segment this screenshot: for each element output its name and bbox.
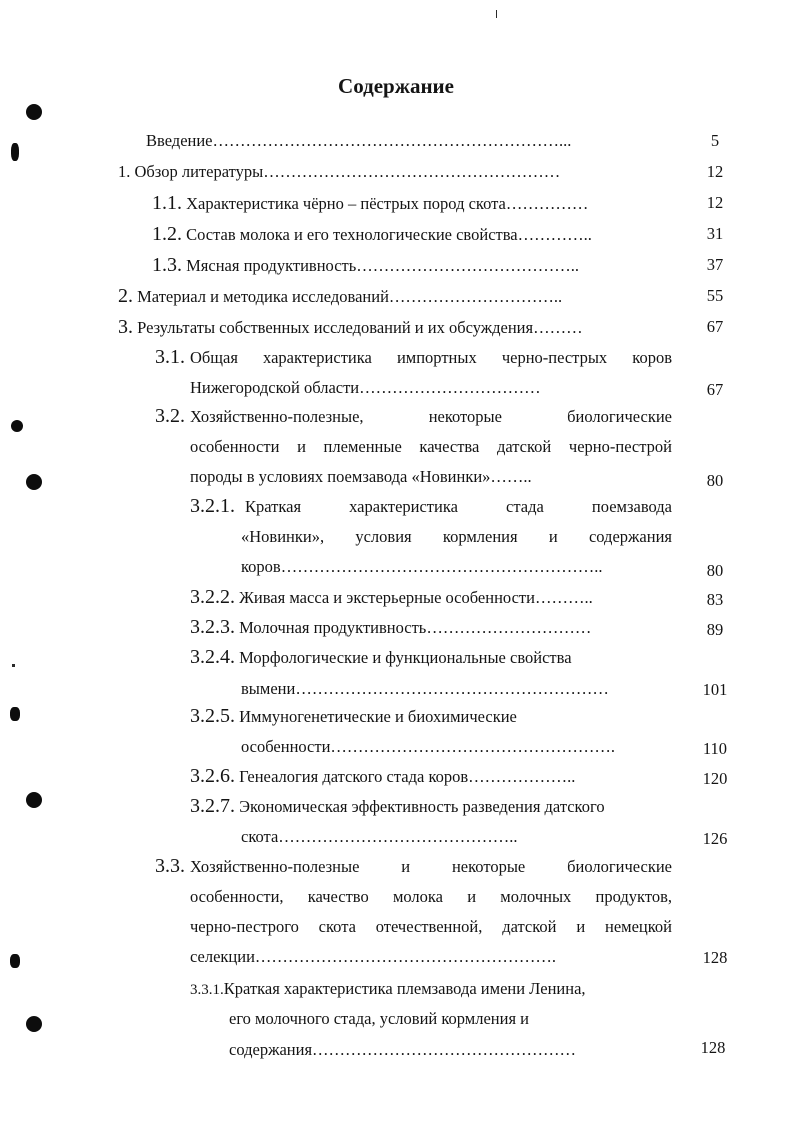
binder-hole-4 bbox=[26, 792, 42, 808]
toc-leader: ……………….. bbox=[468, 767, 576, 786]
toc-text-line: Хозяйственно-полезные, некоторые биологические bbox=[190, 407, 672, 426]
toc-page-3-2-5: 110 bbox=[702, 739, 728, 758]
toc-number: 3.2.4. bbox=[190, 646, 235, 668]
toc-entry-1-3 bbox=[152, 255, 579, 276]
toc-number-3-2-1: 3.2.1. bbox=[190, 495, 235, 517]
toc-number: 1.3. bbox=[152, 254, 182, 276]
binder-hole-1 bbox=[26, 104, 42, 120]
toc-text-line: особенности, качество молока и молочных продуктов, bbox=[190, 887, 672, 906]
toc-text-line: Хозяйственно-полезные и некоторые биологические bbox=[190, 857, 672, 876]
toc-last-line bbox=[190, 467, 532, 487]
toc-label: Нижегородской области bbox=[190, 378, 360, 397]
toc-last-line bbox=[229, 1040, 576, 1060]
toc-entry-1-1 bbox=[152, 193, 588, 214]
toc-label: Обзор литературы bbox=[134, 162, 264, 181]
binder-hole-5 bbox=[26, 1016, 42, 1032]
toc-label: Живая масса и экстерьерные особенности bbox=[239, 588, 535, 607]
toc-page-3-2: 80 bbox=[706, 471, 724, 490]
toc-leader: ……… bbox=[533, 318, 583, 337]
toc-page-3-1: 67 bbox=[706, 380, 724, 399]
toc-last-line bbox=[241, 827, 518, 847]
toc-label: Результаты собственных исследований и их обсуждения bbox=[137, 318, 534, 337]
toc-last-line bbox=[190, 378, 541, 398]
toc-leader: ……………………………………………… bbox=[263, 162, 561, 181]
toc-text-line: Морфологические и функциональные свойства bbox=[239, 648, 572, 667]
toc-leader: ……………………………………………. bbox=[330, 737, 616, 756]
toc-page-1-3: 37 bbox=[706, 255, 724, 274]
toc-label: скота bbox=[241, 827, 279, 846]
toc-leader: …………… bbox=[505, 194, 589, 213]
toc-number: 3.2.7. bbox=[190, 795, 235, 817]
toc-label: Генеалогия датского стада коров bbox=[239, 767, 469, 786]
toc-entry-3-2-3 bbox=[190, 617, 591, 638]
toc-label: содержания bbox=[229, 1040, 313, 1059]
toc-number: 1. bbox=[118, 162, 131, 181]
toc-number: 3. bbox=[118, 316, 133, 338]
toc-text-line: черно-пестрого скота отечественной, датской и немецкой bbox=[190, 917, 672, 936]
toc-leader: …….. bbox=[490, 467, 532, 486]
toc-label: Материал и методика исследований bbox=[137, 287, 389, 306]
toc-number: 1.1. bbox=[152, 192, 182, 214]
toc-entry-3-2-2 bbox=[190, 587, 593, 608]
toc-number: 3.2.3. bbox=[190, 616, 235, 638]
toc-leader: ………………………….. bbox=[388, 287, 563, 306]
scan-mark-top bbox=[496, 10, 497, 18]
toc-label: селекции bbox=[190, 947, 255, 966]
toc-leader: ………………………… bbox=[426, 618, 592, 637]
toc-entry-intro bbox=[146, 131, 571, 151]
toc-text-line: Краткая характеристика племзавода имени Ленина, bbox=[223, 979, 586, 998]
toc-page-2: 55 bbox=[706, 286, 724, 305]
toc-text-line: Общая характеристика импортных черно-пестрых коров bbox=[190, 348, 672, 367]
toc-leader: ………………………………….. bbox=[356, 256, 580, 275]
toc-entry-1 bbox=[118, 162, 560, 182]
toc-page-3: 67 bbox=[706, 317, 724, 336]
toc-number-3-1: 3.1. bbox=[155, 346, 185, 368]
toc-number: 3.3.1. bbox=[190, 982, 224, 998]
toc-leader: ………………………………………… bbox=[312, 1040, 577, 1059]
toc-page-3-3-1: 128 bbox=[700, 1038, 726, 1057]
toc-page-3-2-3: 89 bbox=[706, 620, 724, 639]
toc-leader: …………………………… bbox=[359, 378, 541, 397]
toc-label: коров bbox=[241, 557, 281, 576]
toc-number: 3.2.2. bbox=[190, 586, 235, 608]
binder-hole-2 bbox=[11, 420, 23, 432]
toc-label: Состав молока и его технологические свойства bbox=[186, 225, 518, 244]
toc-page-3-2-4: 101 bbox=[702, 680, 728, 699]
toc-leader: …………………………………….. bbox=[278, 827, 518, 846]
scan-speck bbox=[12, 664, 15, 667]
toc-page-1-1: 12 bbox=[706, 193, 724, 212]
toc-page-3-2-1: 80 bbox=[706, 561, 724, 580]
toc-entry-3-2-5 bbox=[190, 706, 517, 727]
toc-last-line bbox=[241, 557, 602, 577]
binder-mark-1 bbox=[11, 143, 19, 161]
toc-text-line: Краткая характеристика стада поемзавода bbox=[245, 497, 672, 516]
toc-text-line: особенности и племенные качества датской черно-пестрой bbox=[190, 437, 672, 456]
toc-last-line bbox=[241, 737, 615, 757]
toc-label: Молочная продуктивность bbox=[239, 618, 427, 637]
toc-page-3-3: 128 bbox=[702, 948, 728, 967]
toc-number: 3.2.5. bbox=[190, 705, 235, 727]
toc-label: Характеристика чёрно – пёстрых пород скота bbox=[186, 194, 506, 213]
toc-label: особенности bbox=[241, 737, 331, 756]
toc-label: Мясная продуктивность bbox=[186, 256, 357, 275]
toc-leader: ………………………………………………………... bbox=[212, 131, 572, 150]
toc-leader: ………….. bbox=[517, 225, 592, 244]
toc-entry-1-2 bbox=[152, 224, 592, 245]
toc-last-line bbox=[190, 947, 556, 967]
toc-entry-3-2-6 bbox=[190, 766, 575, 787]
toc-entry-2 bbox=[118, 286, 562, 307]
toc-text-line: «Новинки», условия кормления и содержания bbox=[241, 527, 672, 546]
binder-mark-2 bbox=[10, 707, 20, 721]
toc-text-line: Иммуногенетические и биохимические bbox=[239, 707, 517, 726]
toc-number: 2. bbox=[118, 285, 133, 307]
toc-leader: ……….. bbox=[534, 588, 593, 607]
toc-entry-3-3-1 bbox=[190, 979, 586, 1000]
toc-label: вымени bbox=[241, 679, 296, 698]
toc-label: породы в условиях поемзавода «Новинки» bbox=[190, 467, 491, 486]
toc-leader: ………………………………………………… bbox=[295, 679, 609, 698]
toc-number-3-3: 3.3. bbox=[155, 855, 185, 877]
toc-entry-3-2-7 bbox=[190, 796, 605, 817]
toc-number: 3.2.6. bbox=[190, 765, 235, 787]
toc-last-line bbox=[241, 679, 609, 699]
toc-number-3-2: 3.2. bbox=[155, 405, 185, 427]
toc-page-1: 12 bbox=[706, 162, 724, 181]
toc-page-1-2: 31 bbox=[706, 224, 724, 243]
toc-label: Введение bbox=[146, 131, 213, 150]
page-title: Содержание bbox=[338, 74, 454, 98]
toc-page-intro: 5 bbox=[710, 131, 720, 150]
toc-page-3-2-7: 126 bbox=[702, 829, 728, 848]
toc-page-3-2-6: 120 bbox=[702, 769, 728, 788]
toc-entry-3-2-4 bbox=[190, 647, 572, 668]
toc-leader: ………………………………………………. bbox=[254, 947, 557, 966]
toc-page-3-2-2: 83 bbox=[706, 590, 724, 609]
toc-text-line: Экономическая эффективность разведения датского bbox=[239, 797, 605, 816]
toc-leader: ………………………………………………….. bbox=[280, 557, 603, 576]
toc-number: 1.2. bbox=[152, 223, 182, 245]
binder-mark-3 bbox=[10, 954, 20, 968]
binder-hole-3 bbox=[26, 474, 42, 490]
toc-text-line: его молочного стада, условий кормления и bbox=[229, 1009, 529, 1028]
toc-entry-3 bbox=[118, 317, 583, 338]
